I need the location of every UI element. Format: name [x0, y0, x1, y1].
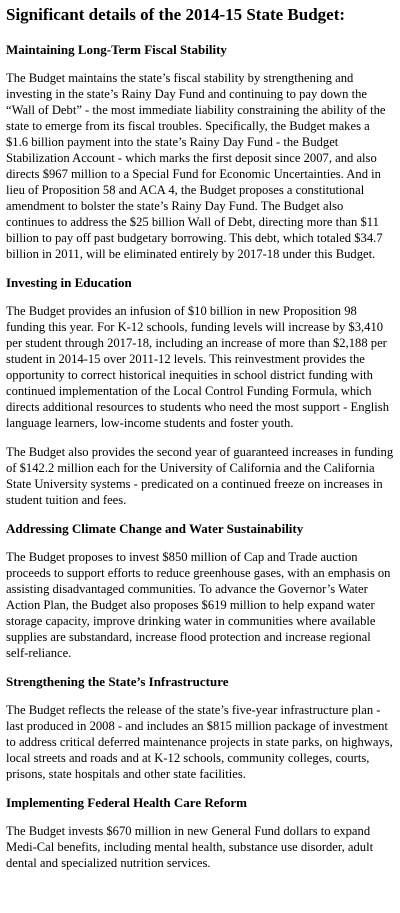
section-heading: Strengthening the State’s Infrastructure	[6, 674, 229, 689]
section-paragraph: The Budget proposes to invest $850 million of Cap and Trade auction proceeds to support efforts to reduce greenhouse gases, with an emphasis on assisting disadvantaged communities. To advance the Governor’s Water Action Plan, the Budget also proposes $619 million to help expand water storage capacity, improve drinking water in communities where available supplies are substandard, increase flood protection and increase regional self-reliance.	[6, 550, 391, 660]
section-infrastructure	[6, 674, 394, 782]
document-title: Significant details of the 2014-15 State Budget:	[6, 5, 346, 24]
section-paragraph: The Budget reflects the release of the state’s five-year infrastructure plan - last produced in 2008 - and includes an $815 million package of investment to address critical deferred maintenance projects in state parks, on highways, local streets and roads and at K-12 schools, community colleges, courts, prisons, state hospitals and other state facilities.	[6, 703, 393, 781]
section-paragraph: The Budget invests $670 million in new General Fund dollars to expand Medi-Cal benefits, including mental health, substance use disorder, adult dental and specialized nutrition services.	[6, 824, 374, 870]
section-climate-water	[6, 521, 394, 661]
section-heading: Implementing Federal Health Care Reform	[6, 795, 247, 810]
section-paragraph: The Budget maintains the state’s fiscal stability by strengthening and investing in the state’s Rainy Day Fund and continuing to pay down the “Wall of Debt” - the most immediate liability constraining the ability of the state to emerge from its fiscal troubles. Specifically, the Budget makes a $1.6 billion payment into the state’s Rainy Day Fund - the Budget Stabilization Account - which marks the first deposit since 2007, and also directs $967 million to a Special Fund for Economic Uncertainties. And in lieu of Proposition 58 and ACA 4, the Budget proposes a constitutional amendment to bolster the state’s Rainy Day Fund. The Budget also continues to address the $25 billion Wall of Debt, directing more than $11 billion to pay off past budgetary borrowing. This debt, which totaled $34.7 billion in 2011, will be eliminated entirely by 2017-18 under this Budget.	[6, 71, 386, 261]
section-health-care	[6, 795, 394, 871]
section-paragraph: The Budget provides an infusion of $10 billion in new Proposition 98 funding this year. For K-12 schools, funding levels will increase by $3,410 per student through 2017-18, including an increase of more than $2,188 per student in 2014-15 over 2011-12 levels. This reinvestment provides the opportunity to correct historical inequities in school district funding with continued implementation of the Local Control Funding Formula, which directs additional resources to students who need the most support - English language learners, low-income students and foster youth.	[6, 304, 389, 430]
section-heading: Investing in Education	[6, 275, 132, 290]
section-fiscal-stability	[6, 42, 394, 262]
section-heading: Maintaining Long-Term Fiscal Stability	[6, 42, 227, 57]
section-education	[6, 275, 394, 508]
section-heading: Addressing Climate Change and Water Sustainability	[6, 521, 304, 536]
section-paragraph: The Budget also provides the second year of guaranteed increases in funding of $142.2 million each for the University of California and the California State University systems - predicated on a continued freeze on increases in student tuition and fees.	[6, 445, 394, 507]
